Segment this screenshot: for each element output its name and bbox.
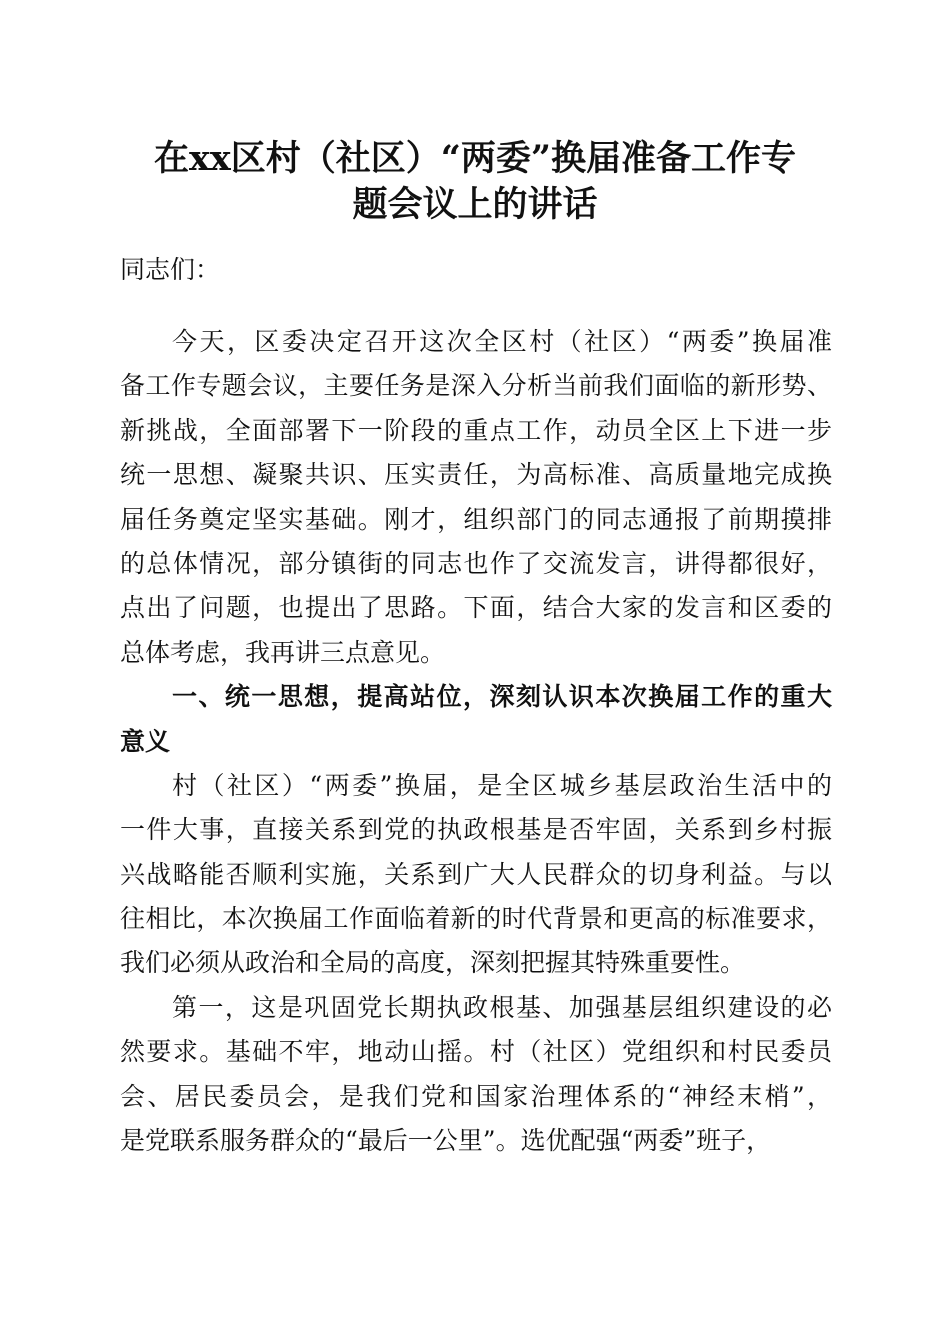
text-line: 今天，区委决定召开这次全区村（社区）“两委”换届准 [172,327,832,356]
title-line-2: 题会议上的讲话 [352,184,598,225]
text-line: 的总体情况，部分镇街的同志也作了交流发言，讲得都很好， [120,548,832,578]
text-line: 备工作专题会议，主要任务是深入分析当前我们面临的新形势、 [120,371,832,401]
salutation: 同志们： [120,255,221,284]
text-line: 我们必须从政治和全局的高度，深刻把握其特殊重要性。 [120,948,746,978]
text-line: 一件大事，直接关系到党的执政根基是否牢固，关系到乡村振 [120,815,832,845]
section-heading [120,675,832,764]
text-line: 统一思想、凝聚共识、压实责任，为高标准、高质量地完成换 [120,460,832,490]
text-line: 点出了问题，也提出了思路。下面，结合大家的发言和区委的 [120,593,832,623]
text-line: 届任务奠定坚实基础。刚才，组织部门的同志通报了前期摸排 [120,504,832,534]
text-line: 总体考虑，我再讲三点意见。 [120,637,446,667]
title-line-1: 在xx区村（社区）“两委”换届准备工作专 [154,138,796,179]
paragraph [120,986,832,1164]
text-line: 往相比，本次换届工作面临着新的时代背景和更高的标准要求， [120,904,832,934]
text-line: 会、居民委员会，是我们党和国家治理体系的“神经末梢”， [120,1081,832,1111]
text-line: 然要求。基础不牢，地动山摇。村（社区）党组织和村民委员 [120,1037,832,1067]
text-line: 是党联系服务群众的“最后一公里”。选优配强“两委”班子， [120,1126,772,1156]
paragraph [120,764,832,986]
document-body [120,248,832,1163]
text-line: 兴战略能否顺利实施，关系到广大人民群众的切身利益。与以 [120,859,832,889]
document-title [110,136,840,228]
text-line: 新挑战，全面部署下一阶段的重点工作，动员全区上下进一步 [120,415,832,445]
paragraph [120,320,832,675]
text-line: 第一，这是巩固党长期执政根基、加强基层组织建设的必 [172,992,832,1022]
text-line: 意义 [120,726,171,756]
text-line: 村（社区）“两委”换届，是全区城乡基层政治生活中的 [172,770,832,800]
text-line: 一、统一思想，提高站位，深刻认识本次换届工作的重大 [172,682,832,712]
